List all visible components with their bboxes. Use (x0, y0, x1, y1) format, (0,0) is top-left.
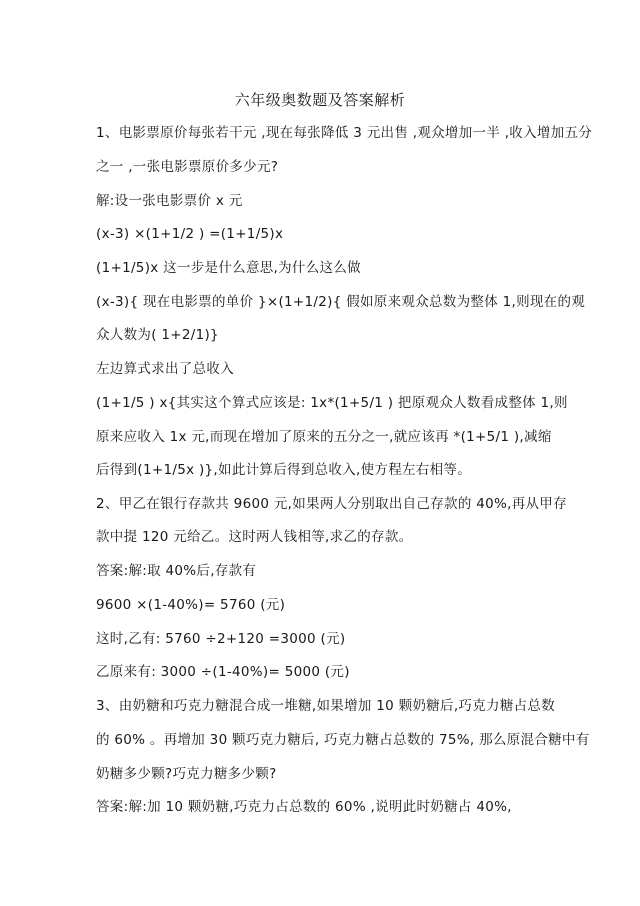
explanation-line-5: 原来应收入 1x 元,而现在增加了原来的五分之一,就应该再 *(1+5/1 ),减缩 (96, 429, 552, 445)
document-title: 六年级奥数题及答案解析 (234, 91, 406, 109)
equation-line: (x-3) ×(1+1/2 ) =(1+1/5)x (96, 226, 284, 242)
problem-3-line-3: 奶糖多少颗?巧克力糖多少颗? (96, 766, 277, 782)
problem-3-line-2: 的 60% 。再增加 30 颗巧克力糖后, 巧克力糖占总数的 75%, 那么原混合糖中有 (96, 732, 590, 748)
explanation-line-3: 左边算式求出了总收入 (96, 361, 234, 377)
answer-2-line-3: 这时,乙有: 5760 ÷2+120 =3000 (元) (96, 631, 346, 647)
problem-2-line-2: 款中提 120 元给乙。这时两人钱相等,求乙的存款。 (96, 529, 413, 545)
explanation-line-4: (1+1/5 ) x{其实这个算式应该是: 1x*(1+5/1 ) 把原观众人数看成整体 1,则 (96, 395, 568, 411)
problem-1-line-2: 之一 ,一张电影票原价多少元? (96, 159, 279, 175)
answer-2-line-4: 乙原来有: 3000 ÷(1-40%)= 5000 (元) (96, 664, 350, 680)
problem-3-line-1: 3、由奶糖和巧克力糖混合成一堆糖,如果增加 10 颗奶糖后,巧克力糖占总数 (96, 698, 556, 714)
explanation-line-1: (x-3){ 现在电影票的单价 }×(1+1/2){ 假如原来观众总数为整体 1,则现在的观 (96, 294, 586, 310)
problem-2-line-1: 2、甲乙在银行存款共 9600 元,如果两人分别取出自己存款的 40%,再从甲存 (96, 496, 567, 512)
problem-1-line-1: 1、电影票原价每张若干元 ,现在每张降低 3 元出售 ,观众增加一半 ,收入增加五分 (96, 125, 593, 141)
solution-line: 解:设一张电影票价 x 元 (96, 193, 243, 209)
answer-2-line-2: 9600 ×(1-40%)= 5760 (元) (96, 597, 286, 613)
answer-3-line-1: 答案:解:加 10 颗奶糖,巧克力占总数的 60% ,说明此时奶糖占 40%, (96, 799, 512, 815)
answer-2-line-1: 答案:解:取 40%后,存款有 (96, 563, 257, 579)
question-line: (1+1/5)x 这一步是什么意思,为什么这么做 (96, 260, 361, 276)
explanation-line-2: 众人数为( 1+2/1)} (96, 327, 219, 343)
explanation-line-6: 后得到(1+1/5x )},如此计算后得到总收入,使方程左右相等。 (96, 462, 472, 478)
